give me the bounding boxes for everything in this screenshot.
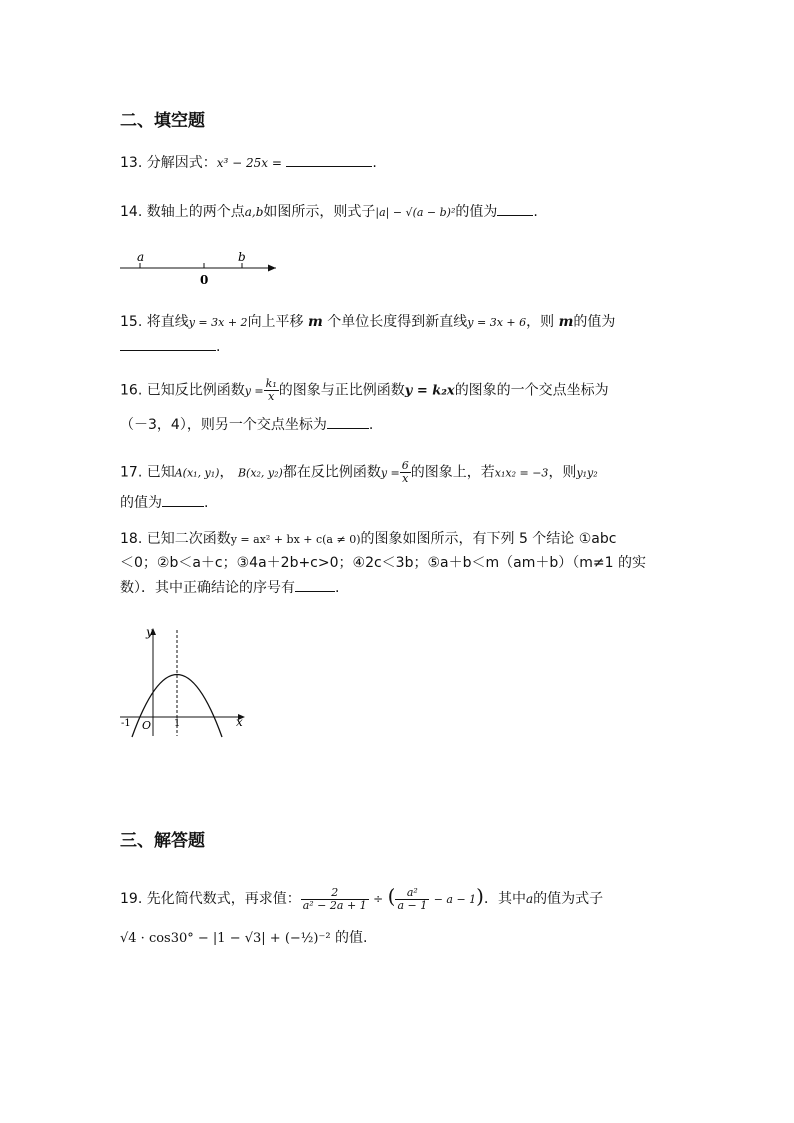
question-text: 数轴上的两个点 [146,204,245,220]
question-number: 16. [120,382,143,399]
question-text: ＜0；②b＜a＋c；③4a＋2b+c>0；④2c＜3b；⑤a＋b＜m（am＋b）（m≠1 的实 [120,555,646,571]
answer-blank[interactable] [162,492,204,507]
question-text: 已知反比例函数 [146,382,245,399]
answer-blank[interactable] [327,414,369,429]
period: . [204,495,209,511]
label-a: a [137,250,145,264]
fraction-denominator: x [402,472,409,485]
math-expression: − a − 1 [433,893,477,906]
question-number: 18. [120,531,143,547]
period: . [216,339,221,355]
divide-sign: ÷ [373,892,384,906]
section-title-fill-in: 二、填空题 [120,111,205,131]
y-label: y [146,625,153,639]
question-18-line2 [120,553,646,573]
fraction [395,887,429,912]
math-expression: x³ − 25x = [216,156,282,170]
line-equation-2: y = 3x + 6 [467,316,527,329]
answer-blank[interactable] [295,577,335,592]
question-text: 已知二次函数 [146,531,231,547]
period: . [533,204,538,220]
question-text: 将直线 [146,314,189,330]
question-17 [120,460,598,485]
question-text: （－3，4），则另一个交点坐标为 [120,417,327,433]
label-zero: 0 [200,273,209,287]
function-lhs: y = [380,466,400,480]
linear-function: y = k₂x [404,383,455,399]
question-13 [120,152,377,173]
fraction-denominator: a² − 2a + 1 [302,898,367,912]
question-text: 如图所示，则式子 [263,204,376,220]
question-18-line3 [120,577,339,598]
question-text: ，则 [548,464,577,481]
question-text: 都在反比例函数 [282,464,381,481]
question-19: 19. 先化简代数式，再求值： $\frac{2}{\text{a² − 2a + 1}}$ ÷ ( $\frac{\text{a²}}{a - 1}$ − a − 1)．其中a的值为式子 [120,884,604,912]
parabola-graph [116,622,252,742]
fraction-denominator: x [268,390,275,403]
question-text: 向上平移 [247,314,304,330]
period: . [335,580,340,596]
question-text: 先化简代数式，再求值： [146,891,301,907]
fraction [301,887,369,912]
period: . [368,417,374,433]
tick-label-1: 1 [174,718,181,729]
question-text: 的值为式子 [533,891,604,907]
var-m: m [558,314,574,330]
question-text: 的图象上，若 [410,464,495,481]
number-line-figure [118,246,288,288]
point-b: B(x₂, y₂) [237,466,283,480]
question-text: 的值为 [573,314,616,330]
question-text: 已知 [146,464,175,481]
question-number: 15. [120,314,143,330]
question-number: 14. [120,204,143,220]
math-expression: √4 · cos30° − |1 − √3| + (−½)⁻² [120,931,331,946]
section-title-answer: 三、解答题 [120,831,205,851]
fraction-numerator: k₁ [265,377,277,390]
question-text: ，则 [526,314,555,330]
fraction [264,378,279,403]
answer-blank[interactable] [120,336,216,351]
question-text: 的图象与正比例函数 [278,382,405,399]
math-expression: |a| − √(a − b)² [375,206,456,219]
question-text: 数）．其中正确结论的序号有 [120,580,295,596]
answer-blank[interactable] [497,201,533,216]
question-text: 个单位长度得到新直线 [327,314,468,330]
var-a: a [525,892,534,906]
question-18 [120,529,616,550]
question-15-line2 [120,336,220,357]
question-16 [120,378,609,403]
question-text: 的图象如图所示，有下列 5 个结论 ①abc [360,531,617,547]
tick-label-neg1: -1 [121,718,131,729]
question-number: 13. [120,155,143,171]
question-15 [120,312,615,333]
x-label: x [236,715,243,729]
separator: ， [219,464,234,481]
question-text: 的值为 [455,204,498,220]
question-text: 的值. [335,930,368,946]
line-equation-1: y = 3x + 2 [188,316,248,329]
condition: x₁x₂ = −3 [494,466,549,480]
question-16-line2 [120,414,373,435]
question-17-line2 [120,492,208,513]
period: . [372,155,377,171]
question-14 [120,201,538,223]
origin-label: O [142,719,152,732]
point-a: A(x₁, y₁) [174,466,220,480]
quadratic-function: y = ax² + bx + c(a ≠ 0) [230,533,361,546]
fraction-numerator: a² [395,887,429,900]
question-number: 19. [120,891,143,907]
fraction [400,460,411,485]
math-vars: a,b [244,205,264,219]
question-text: 的图象的一个交点坐标为 [454,382,609,399]
label-b: b [238,250,246,264]
var-m: m [308,314,323,330]
answer-blank[interactable] [286,152,372,167]
arrow-head-icon [268,265,276,272]
function-lhs: y = [244,384,264,398]
question-text: 分解因式： [146,155,217,171]
fraction-numerator: 2 [301,887,369,900]
product: y₁y₂ [576,466,598,480]
question-text: ．其中 [483,891,526,907]
question-19-line2 [120,928,367,949]
fraction-denominator: a − 1 [397,898,428,912]
question-number: 17. [120,464,143,481]
fraction-numerator: 6 [401,459,409,472]
question-text: 的值为 [120,495,162,511]
